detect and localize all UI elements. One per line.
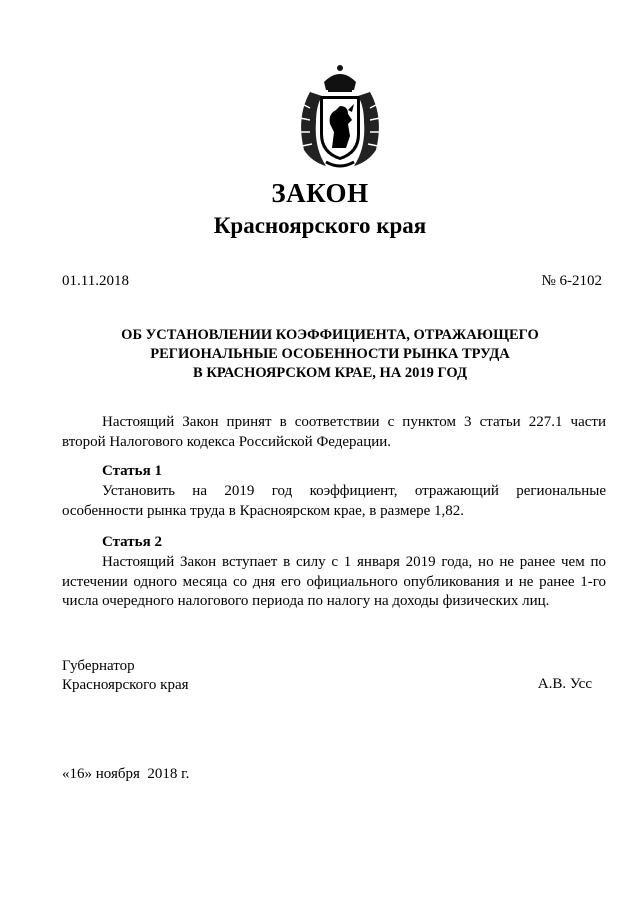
- article-2-title: Статья 2: [102, 534, 162, 550]
- article-1-text: Установить на 2019 год коэффициент, отражающий региональные особенности рынка труда в Красноярском крае, в размере 1,82.: [62, 483, 606, 519]
- law-heading-line-1: ОБ УСТАНОВЛЕНИИ КОЭФФИЦИЕНТА, ОТРАЖАЮЩЕГО: [121, 327, 539, 343]
- signatory-position-line-2: Красноярского края: [62, 677, 189, 693]
- signatory-name: А.В. Усс: [537, 676, 592, 692]
- signatory-position: [62, 657, 189, 695]
- law-heading-line-2: РЕГИОНАЛЬНЫЕ ОСОБЕННОСТИ РЫНКА ТРУДА: [150, 346, 510, 362]
- signatory-position-line-1: Губернатор: [62, 658, 135, 674]
- law-heading: [0, 326, 640, 383]
- law-date: 01.11.2018: [62, 273, 129, 289]
- document-type-title: ЗАКОН: [271, 178, 369, 208]
- law-number: № 6-2102: [541, 273, 602, 289]
- law-heading-line-3: В КРАСНОЯРСКОМ КРАЕ, НА 2019 ГОД: [193, 365, 467, 381]
- preamble-paragraph: Настоящий Закон принят в соответствии с пунктом 3 статьи 227.1 части второй Налогового кодекса Российской Федерации.: [62, 414, 606, 450]
- document-region-subtitle: Красноярского края: [213, 213, 427, 238]
- krasnoyarsk-coat-of-arms-icon: [290, 62, 390, 172]
- signing-date: «16» ноября 2018 г.: [62, 766, 190, 782]
- article-2-text: Настоящий Закон вступает в силу с 1 января 2019 года, но не ранее чем по истечении одного месяца со дня его официального опубликования и не ранее 1-го числа очередного налогового периода по налогу на доходы физических лиц.: [62, 554, 606, 609]
- article-1-title: Статья 1: [102, 463, 162, 479]
